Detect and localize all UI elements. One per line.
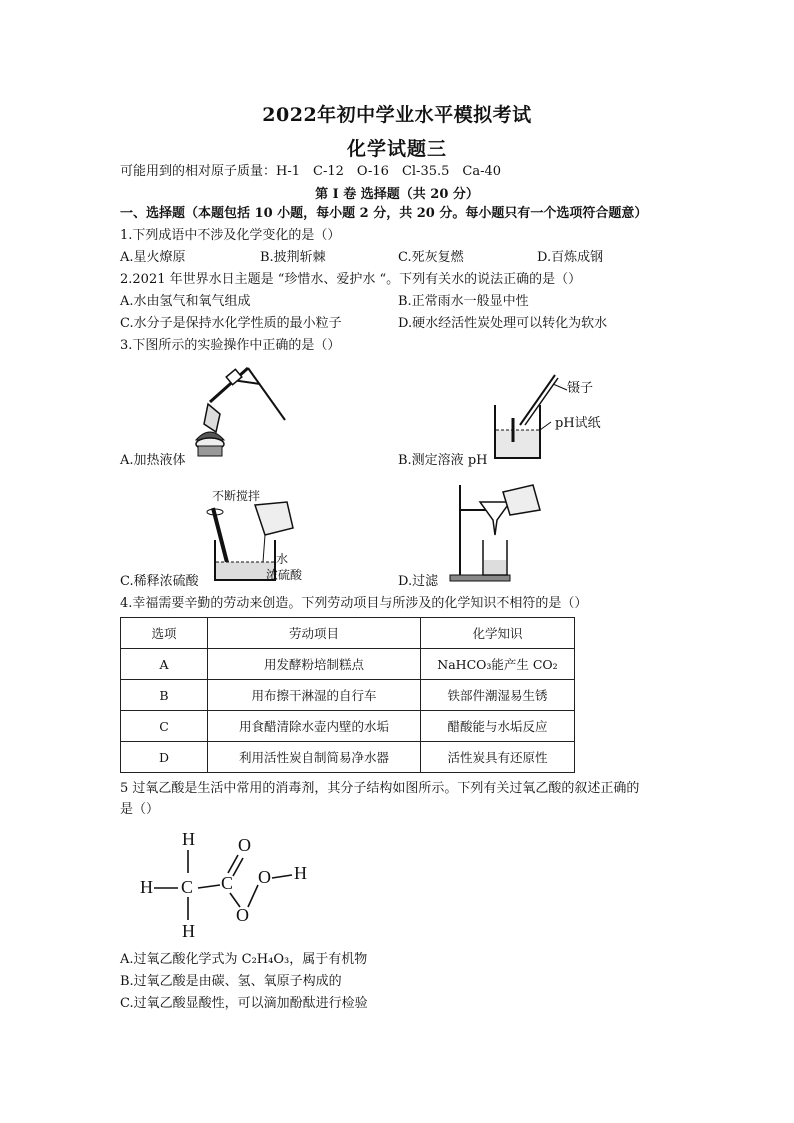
table-row bbox=[121, 742, 575, 773]
q2-stem: 2.2021 年世界水日主题是 “珍惜水、爱护水 “。下列有关水的说法正确的是（） bbox=[120, 272, 582, 287]
atom-h: H bbox=[182, 921, 195, 941]
header-labor: 劳动项目 bbox=[208, 618, 421, 649]
tweezers-label: 镊子 bbox=[567, 381, 594, 396]
table-cell: 利用活性炭自制简易净水器 bbox=[208, 742, 421, 773]
atom-o: O bbox=[258, 867, 271, 887]
q2-option-a: A.水由氢气和氧气组成 bbox=[120, 294, 251, 309]
heating-liquid-figure bbox=[190, 362, 300, 462]
q5-stem-line2: 是（） bbox=[120, 802, 160, 817]
q1-option-c: C.死灰复燃 bbox=[398, 250, 464, 265]
atom-h: H bbox=[182, 829, 195, 849]
table-cell: C bbox=[121, 711, 208, 742]
atomic-masses: 可能用到的相对原子质量：H-1 C-12 O-16 Cl-35.5 Ca-40 bbox=[120, 164, 502, 179]
table-cell: 用发酵粉培制糕点 bbox=[208, 649, 421, 680]
water-label: 水 bbox=[276, 552, 289, 566]
table-row bbox=[121, 649, 575, 680]
atom-h: H bbox=[294, 863, 307, 883]
q1-option-b: B.披荆斩棘 bbox=[260, 250, 326, 265]
q2-option-d: D.硬水经活性炭处理可以转化为软水 bbox=[398, 316, 608, 331]
atom-c: C bbox=[181, 877, 194, 897]
table-cell: 活性炭具有还原性 bbox=[421, 742, 575, 773]
ph-paper-label: pH试纸 bbox=[555, 416, 601, 431]
q3-option-c: C.稀释浓硫酸 bbox=[120, 574, 199, 589]
molecule-structure bbox=[130, 825, 330, 945]
q2-option-c: C.水分子是保持水化学性质的最小粒子 bbox=[120, 316, 342, 331]
table-row bbox=[121, 680, 575, 711]
atom-c: C bbox=[221, 873, 234, 893]
header-knowledge: 化学知识 bbox=[421, 618, 575, 649]
exam-title: 2022年初中学业水平模拟考试 bbox=[262, 104, 532, 126]
q1-option-a: A.星火燎原 bbox=[120, 250, 186, 265]
table-row bbox=[121, 711, 575, 742]
table-cell: NaHCO₃能产生 CO₂ bbox=[421, 649, 575, 680]
q4-stem: 4.幸福需要辛勤的劳动来创造。下列劳动项目与所涉及的化学知识不相符的是（） bbox=[120, 596, 588, 611]
acid-label: 浓硫酸 bbox=[266, 568, 303, 582]
stir-label: 不断搅拌 bbox=[212, 489, 261, 503]
atom-h: H bbox=[140, 877, 153, 897]
q1-stem: 1.下列成语中不涉及化学变化的是（） bbox=[120, 228, 341, 243]
q3-option-a: A.加热液体 bbox=[120, 453, 186, 468]
part-heading: 一、选择题（本题包括 10 小题，每小题 2 分，共 20 分。每小题只有一个选项符合题意） bbox=[120, 206, 648, 221]
q5-option-a: A.过氧乙酸化学式为 C₂H₄O₃，属于有机物 bbox=[120, 952, 368, 967]
table-cell: D bbox=[121, 742, 208, 773]
table-cell: 铁部件潮湿易生锈 bbox=[421, 680, 575, 711]
section-title: 第 I 卷 选择题（共 20 分） bbox=[315, 187, 479, 202]
q3-option-b: B.测定溶液 pH bbox=[398, 453, 488, 468]
exam-subtitle: 化学试题三 bbox=[346, 138, 447, 160]
table-header-row bbox=[121, 618, 575, 649]
q2-option-b: B.正常雨水一般显中性 bbox=[398, 294, 529, 309]
atom-o: O bbox=[238, 835, 251, 855]
q4-table bbox=[120, 617, 575, 773]
table-cell: 用布擦干淋湿的自行车 bbox=[208, 680, 421, 711]
atom-o: O bbox=[236, 905, 249, 925]
q5-option-b: B.过氧乙酸是由碳、氢、氧原子构成的 bbox=[120, 974, 342, 989]
table-cell: A bbox=[121, 649, 208, 680]
table-cell: 用食醋清除水壶内壁的水垢 bbox=[208, 711, 421, 742]
filtration-figure bbox=[445, 480, 565, 585]
table-cell: 醋酸能与水垢反应 bbox=[421, 711, 575, 742]
header-option: 选项 bbox=[121, 618, 208, 649]
q5-option-c: C.过氧乙酸显酸性，可以滴加酚酞进行检验 bbox=[120, 996, 368, 1011]
q3-option-d: D.过滤 bbox=[398, 574, 439, 589]
q5-stem-line1: 5 过氧乙酸是生活中常用的消毒剂，其分子结构如图所示。下列有关过氧乙酸的叙述正确的 bbox=[120, 781, 640, 796]
q3-stem: 3.下图所示的实验操作中正确的是（） bbox=[120, 338, 341, 353]
q1-option-d: D.百炼成钢 bbox=[537, 250, 604, 265]
table-cell: B bbox=[121, 680, 208, 711]
